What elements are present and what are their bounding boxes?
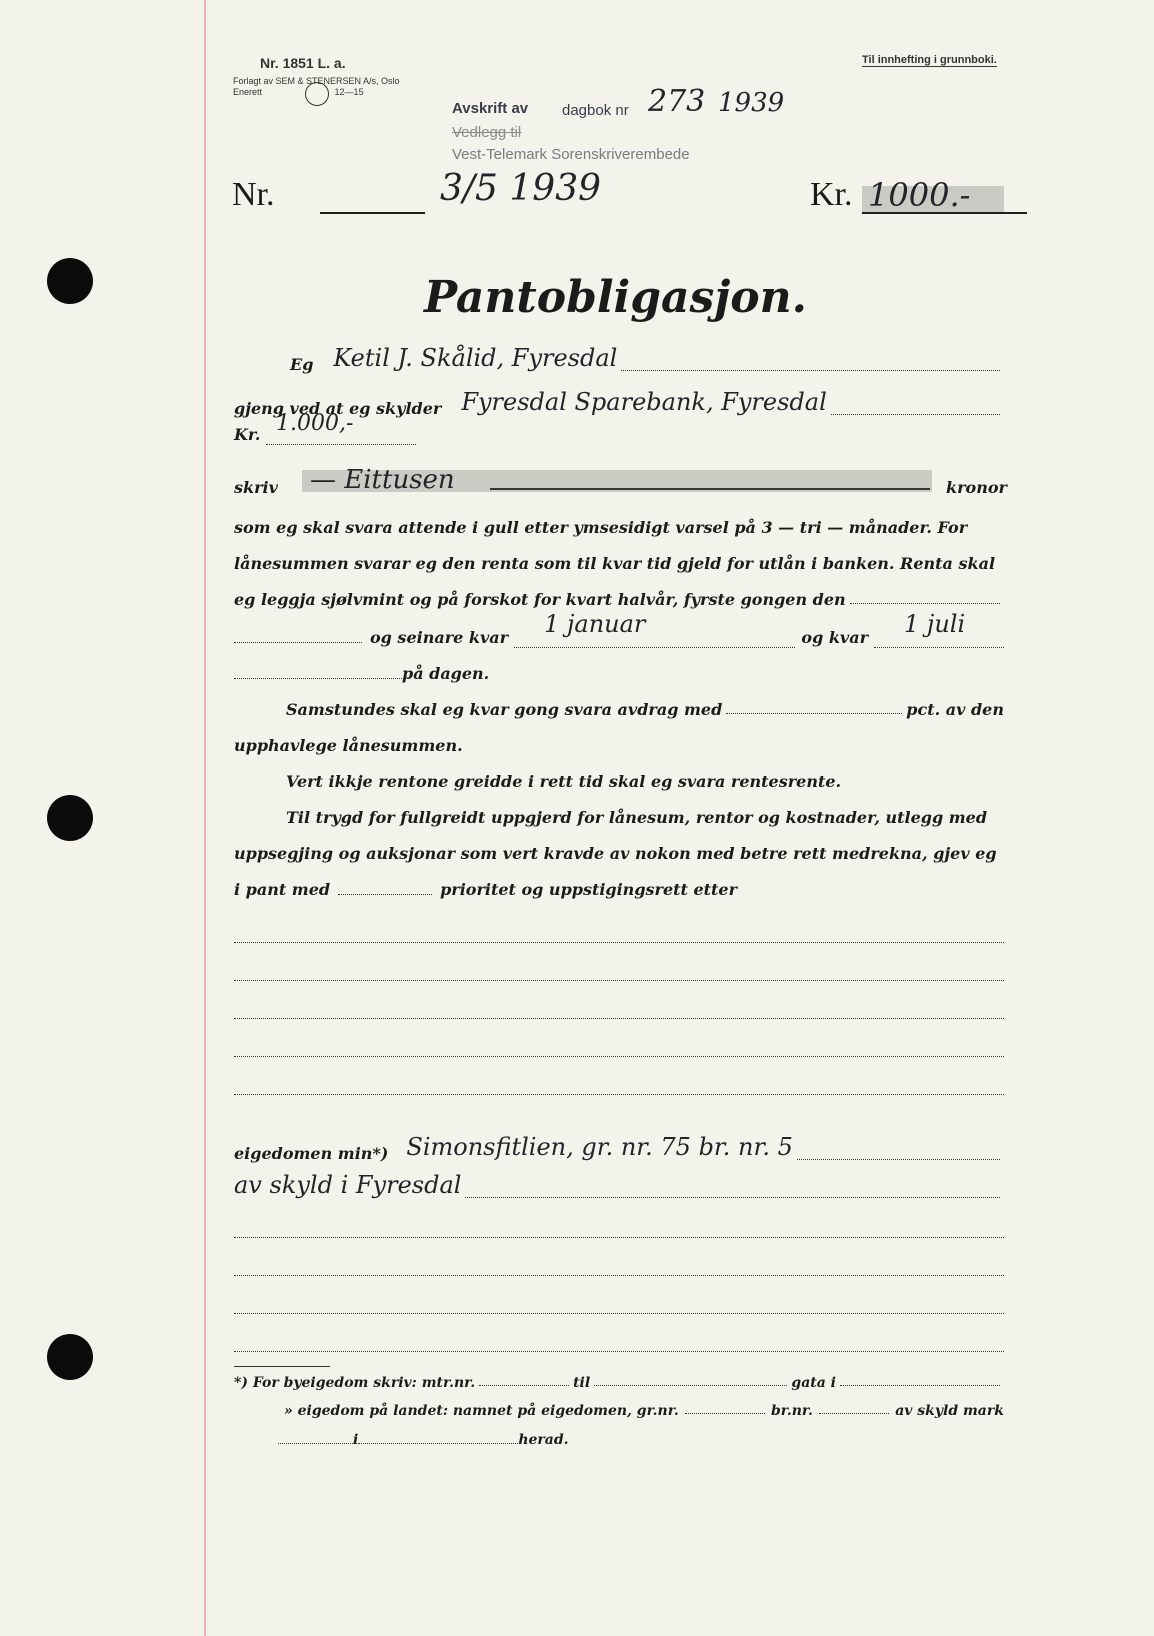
- debtor-line: Eg Ketil J. Skålid, Fyresdal: [234, 348, 1004, 376]
- blank-line: [234, 1236, 1004, 1238]
- blank-line: [234, 1350, 1004, 1352]
- blank-line: [234, 979, 1004, 981]
- blank-line: [234, 1093, 1004, 1095]
- creditor-line: gjeng ved at eg skylder Fyresdal Sparebank, Fyresdal: [234, 392, 1004, 420]
- kr-amount: 1000.-: [868, 176, 971, 214]
- blank-line: [234, 1274, 1004, 1276]
- kr-label: Kr.: [810, 176, 853, 213]
- body-line-6: Samstundes skal eg kvar gong svara avdrag med pct. av den: [286, 700, 1004, 719]
- body-line-2: lånesummen svarar eg den renta som til kvar tid gjeld for utlån i banken. Renta skal: [234, 554, 996, 573]
- stamp-copy-label: Avskrift av: [452, 100, 529, 117]
- blank-line: [234, 1312, 1004, 1314]
- interest-date-2: 1 juli: [904, 610, 966, 638]
- publisher-line: Forlagt av SEM & STENERSEN A/s, Oslo Enerett 12—15: [233, 76, 400, 97]
- footnote-line-3: i herad.: [234, 1432, 1004, 1448]
- blank-line: [234, 1055, 1004, 1057]
- footnote-rule: [234, 1366, 330, 1367]
- kronor-label: kronor: [946, 478, 1007, 497]
- dagbok-year: 1939: [718, 88, 785, 118]
- debtor-name: Ketil J. Skålid, Fyresdal: [333, 344, 618, 372]
- blank-line: [234, 1017, 1004, 1019]
- words-stroke: [490, 488, 930, 490]
- margin-rule: [204, 0, 206, 1636]
- body-line-10: uppsegjing og auksjonar som vert kravde av nokon med betre rett medrekna, gjev eg: [234, 844, 997, 863]
- body-line-9: Til trygd for fullgreidt uppgjerd for lånesum, rentor og kostnader, utlegg med: [286, 808, 988, 827]
- property-line-2: [234, 1171, 1004, 1203]
- property-line: eigedomen min*) Simonsfitlien, gr. nr. 75 br. nr. 5: [234, 1137, 1004, 1165]
- nr-label: Nr.: [232, 176, 275, 213]
- blank-line: [234, 941, 1004, 943]
- body-line-11: i pant med prioritet og uppstigingsrett etter: [234, 880, 738, 899]
- footnote-line-2: » eigedom på landet: namnet på eigedomen, gr.nr. br.nr. av skyld mark: [284, 1403, 1004, 1419]
- dagbok-number: 273: [648, 84, 706, 119]
- property-description: Simonsfitlien, gr. nr. 75 br. nr. 5: [406, 1133, 793, 1161]
- skriv-label: skriv: [234, 478, 278, 497]
- body-line-3: eg leggja sjølvmint og på forskot for kvart halvår, fyrste gongen den: [234, 590, 1004, 609]
- amount-figures: 1.000,-: [276, 411, 354, 436]
- interest-date-1: 1 januar: [544, 610, 646, 638]
- punch-hole: [47, 258, 93, 304]
- body-line-7: upphavlege lånesummen.: [234, 736, 463, 755]
- property-location: av skyld i Fyresdal: [234, 1171, 462, 1199]
- attach-note: Til innhefting i grunnboki.: [862, 54, 997, 66]
- nr-underline: [320, 212, 425, 214]
- stamp-dagbok-label: dagbok nr: [562, 102, 629, 119]
- punch-hole: [47, 1334, 93, 1380]
- body-line-8: Vert ikkje rentone greidde i rett tid skal eg svara rentesrente.: [286, 772, 842, 791]
- stamp-attachment-label: Vedlegg til: [452, 124, 522, 141]
- amount-in-words: — Eittusen: [310, 465, 455, 495]
- nr-date: 3/5 1939: [440, 168, 601, 209]
- body-line-4: og seinare kvar 1 januar og kvar 1 juli: [234, 628, 1004, 648]
- footnote-line-1: *) For byeigedom skriv: mtr.nr. til gata i: [234, 1375, 1004, 1391]
- amount-line: Kr. 1.000,-: [234, 425, 416, 445]
- creditor-name: Fyresdal Sparebank, Fyresdal: [461, 388, 827, 416]
- document-title: Pantobligasjon.: [424, 272, 807, 323]
- kr-underline: [862, 212, 1027, 214]
- form-number: Nr. 1851 L. a.: [260, 55, 346, 71]
- body-line-1: som eg skal svara attende i gull etter ymsesidigt varsel på 3 — tri — månader. For: [234, 518, 968, 537]
- punch-hole: [47, 795, 93, 841]
- stamp-court-name: Vest-Telemark Sorenskriverembede: [452, 146, 690, 163]
- body-line-5: på dagen.: [234, 664, 1004, 683]
- publisher-logo: [305, 82, 329, 106]
